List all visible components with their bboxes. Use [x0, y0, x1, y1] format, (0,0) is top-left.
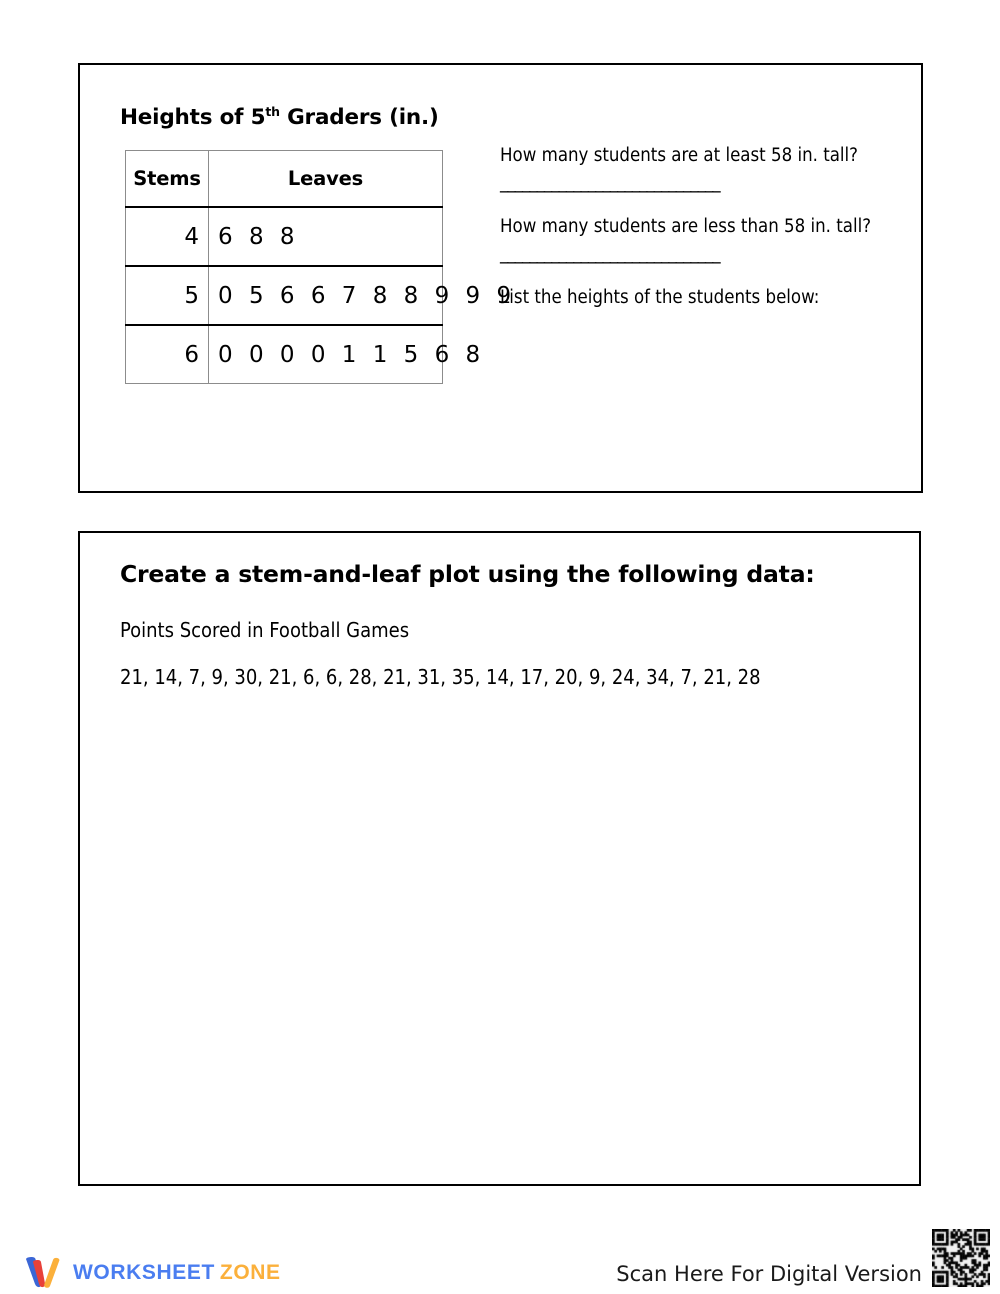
brand-wordmark: [73, 1261, 281, 1285]
page-footer: [0, 1224, 1000, 1294]
stem-value: 4: [126, 207, 209, 266]
leaves-value: 6 8 8: [209, 207, 443, 266]
worksheet-zone-logo[interactable]: [22, 1256, 281, 1290]
stem-value: 6: [126, 325, 209, 384]
question-item-2: [500, 213, 890, 267]
question-list: [500, 142, 890, 311]
stem-and-leaf-table: [125, 150, 516, 384]
scan-instruction-text: Scan Here For Digital Version: [616, 1262, 922, 1286]
stem-plot-title-suffix: Graders (in.): [279, 105, 439, 130]
question-text-3: List the heights of the students below:: [500, 287, 820, 308]
stem-value: 5: [126, 266, 209, 325]
table-row: [126, 207, 443, 266]
column-header-stems: Stems: [126, 151, 209, 208]
leaves-value: 0 0 0 0 1 1 5 6 8: [209, 325, 443, 384]
table-row: [126, 325, 443, 384]
dataset-subtitle: Points Scored in Football Games: [120, 618, 410, 642]
stem-and-leaf-exercise-panel: [78, 63, 923, 493]
create-plot-panel: [78, 531, 921, 1186]
question-item-1: [500, 142, 890, 196]
stem-plot-title-prefix: Heights of 5: [120, 105, 266, 130]
worksheet-zone-mark-icon: [22, 1256, 64, 1290]
table-row: [126, 266, 443, 325]
question-item-3: [500, 284, 890, 311]
brand-name-primary: WORKSHEET: [73, 1261, 215, 1284]
column-header-leaves: Leaves: [209, 151, 443, 208]
leaves-value: 0 5 6 6 7 8 8 9 9 9: [209, 266, 443, 325]
stem-plot-title-superscript: th: [265, 103, 280, 119]
dataset-values: 21, 14, 7, 9, 30, 21, 6, 6, 28, 21, 31, 35, 14, 17, 20, 9, 24, 34, 7, 21, 28: [120, 665, 761, 689]
qr-code-icon[interactable]: [932, 1229, 990, 1287]
stem-plot-title: [120, 105, 439, 130]
question-text-2: How many students are less than 58 in. tall?: [500, 216, 872, 237]
answer-blank-2[interactable]: ______________________________: [500, 243, 720, 264]
create-plot-heading: Create a stem-and-leaf plot using the following data:: [120, 560, 815, 588]
question-text-1: How many students are at least 58 in. tall?: [500, 145, 858, 166]
brand-name-secondary: ZONE: [219, 1261, 281, 1284]
answer-blank-1[interactable]: ______________________________: [500, 172, 720, 193]
table-header-row: [126, 151, 443, 208]
